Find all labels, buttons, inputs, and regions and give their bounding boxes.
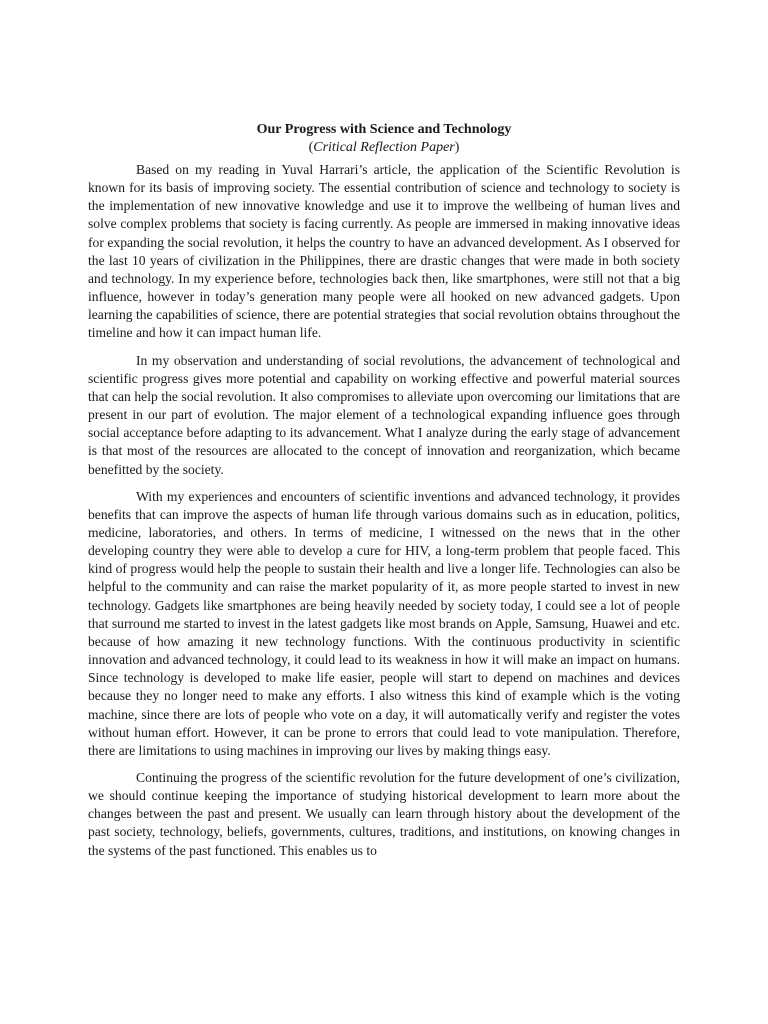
subtitle-open-paren: ( (308, 140, 314, 155)
paragraph-3: With my experiences and encounters of scientific inventions and advanced technology, it provides benefits that can improve the aspects of human life through various domains such as in education, politics, medicine, laboratories, and others. In terms of medicine, I witnessed on the news that in the other developing country they were able to develop a cure for HIV, a long-term problem that people faced. This kind of progress would help the people to sustain their health and live a longer life. Technologies can also be helpful to the community and can raise the market popularity of it, as more people started to invest in new technology. Gadgets like smartphones are being heavily needed by society today, I could see a lot of people that surround me started to invest in the latest gadgets like most brands on Apple, Samsung, Huawei and etc. because of how amazing it new technology functions. With the continuous productivity in scientific innovation and advanced technology, it could lead to its weakness in how it will make an impact on humans. Since technology is developed to make life easier, people will start to depend on machines and devices because they no longer need to make any efforts. I also witness this kind of example which is the voting machine, since there are lots of people who vote on a day, it will automatically verify and register the votes without human effort. However, it can be prone to errors that could lead to vote manipulation. Therefore, there are limitations to using machines in improving our lives by making things easy. (88, 488, 680, 758)
paragraph-1: Based on my reading in Yuval Harrari’s article, the application of the Scientific Revolution is known for its basis of improving society. The essential contribution of science and technology to society is the implementation of new innovative knowledge and use it to improve the wellbeing of human lives and solve complex problems that society is facing currently. As people are immersed in making innovative ideas for expanding the social revolution, it helps the country to have an advanced development. As I observed for the last 10 years of civilization in the Philippines, there are drastic changes that were made in both society and technology. In my experience before, technologies back then, like smartphones, were still not that a big influence, however in today’s generation many people were all hooked on new advanced gadgets. Upon learning the capabilities of science, there are potential strategies that social revolution obtains throughout the timeline and how it can impact human life. (88, 162, 680, 341)
document-subtitle (88, 139, 680, 157)
paragraph-4: Continuing the progress of the scientific revolution for the future development of one’s civilization, we should continue keeping the importance of studying historical development to learn more about the changes between the past and present. We usually can learn through history about the development of the past society, technology, beliefs, governments, cultures, traditions, and institutions, on knowing changes in the systems of the past functioned. This enables us to (88, 770, 680, 858)
subtitle-close-paren: ) (454, 140, 460, 155)
document-title: Our Progress with Science and Technology (256, 122, 512, 137)
document-body (88, 121, 680, 869)
paragraph-2: In my observation and understanding of social revolutions, the advancement of technological and scientific progress gives more potential and capability on working effective and powerful material sources that can help the social revolution. It also compromises to alleviate upon overcoming our limitations that are present in our part of evolution. The major element of a technological expanding influence goes through social acceptance before adapting to its advancement. What I analyze during the early stage of advancement is that most of the resources are allocated to the concept of innovation and reorganization, which became benefitted by the society. (88, 352, 680, 477)
subtitle-text: Critical Reflection Paper (313, 140, 455, 155)
